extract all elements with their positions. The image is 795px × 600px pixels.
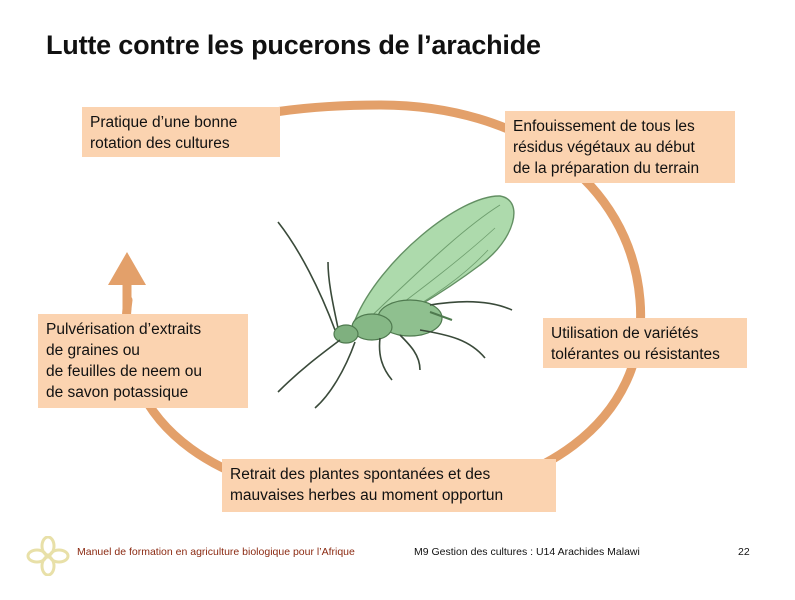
box-residue-burial: Enfouissement de tous les résidus végétaux au début de la préparation du terrain xyxy=(505,111,735,183)
footer-module: M9 Gestion des cultures : U14 Arachides Malawi xyxy=(414,546,640,558)
box-crop-rotation: Pratique d’une bonne rotation des cultures xyxy=(82,107,280,157)
slide-title: Lutte contre les pucerons de l’arachide xyxy=(46,30,541,60)
leaf-knot-logo-icon xyxy=(26,536,70,576)
footer-manual-title: Manuel de formation en agriculture biologique pour l’Afrique xyxy=(77,546,355,558)
box-weed-removal: Retrait des plantes spontanées et des mauvaises herbes au moment opportun xyxy=(222,459,556,512)
cycle-arrowhead xyxy=(108,252,146,285)
footer xyxy=(0,536,795,576)
aphid-illustration xyxy=(278,196,514,408)
page-number: 22 xyxy=(738,546,750,558)
box-neem-spray: Pulvérisation d’extraits de graines ou de feuilles de neem ou de savon potassique xyxy=(38,314,248,408)
box-resistant-varieties: Utilisation de variétés tolérantes ou résistantes xyxy=(543,318,747,368)
